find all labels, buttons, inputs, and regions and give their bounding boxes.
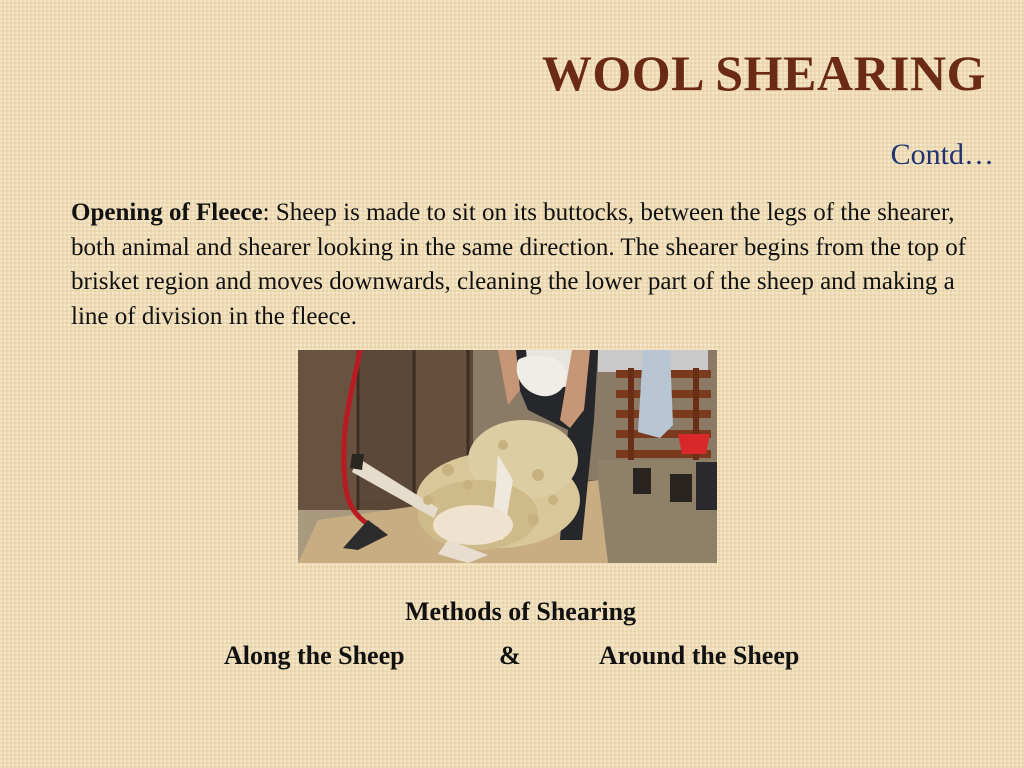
method-along-the-sheep: Along the Sheep [224,641,405,670]
methods-ampersand: & [499,641,521,670]
paragraph-body: : Sheep is made to sit on its buttocks, between the legs of the shearer, both animal and shearer looking in the same direction. The shearer begins from the top of brisket region and moves downwards, cleaning the lower part of the sheep and making a line of division in the fleece. [71,199,967,330]
sheep-shearing-illustration [298,350,717,563]
methods-row [0,641,1024,675]
sheep-shearing-photo [298,350,717,563]
contd-label: Contd… [890,138,994,171]
paragraph-lead: Opening of Fleece [71,199,263,226]
slide-title: WOOL SHEARING [541,45,986,101]
opening-of-fleece-paragraph [71,196,981,334]
methods-of-shearing-heading: Methods of Shearing [404,597,637,626]
method-around-the-sheep: Around the Sheep [599,641,800,670]
